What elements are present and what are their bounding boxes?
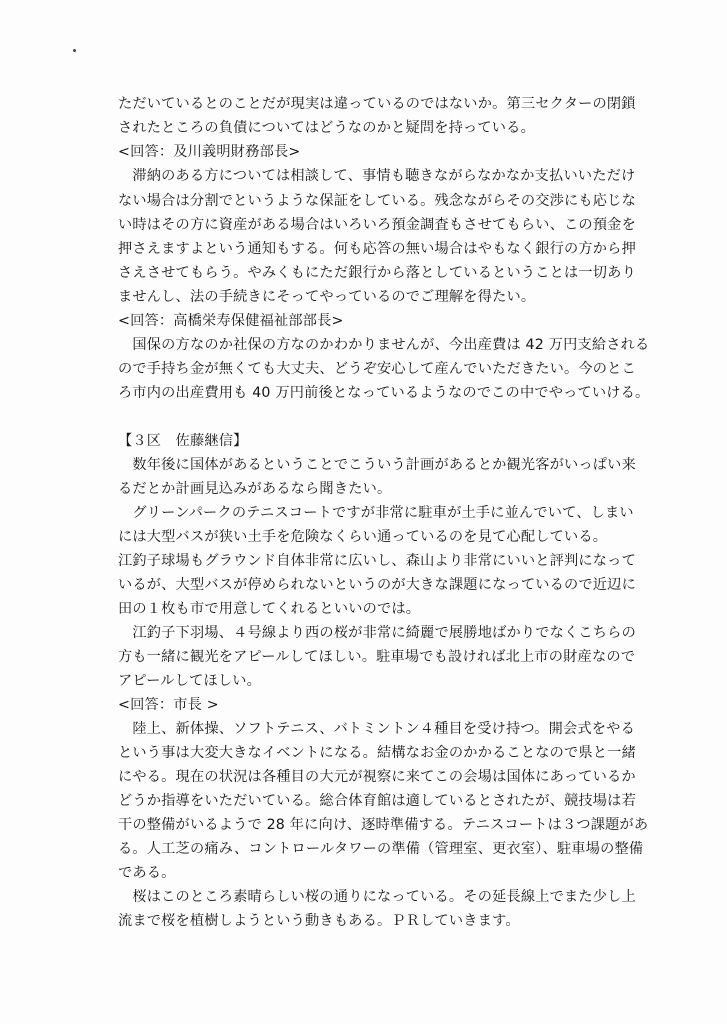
text-line: には大型バスが狭い土手を危険なくらい通っているのを見て心配している。 (118, 529, 608, 545)
text-line: 陸上、新体操、ソフトテニス、バトミントン４種目を受け持つ。開会式をやる (118, 721, 635, 737)
text-line: アピールしてほしい。 (118, 673, 262, 689)
text-line: さえさせてもらう。やみくもにただ銀行から落としているということは一切あり (118, 265, 636, 281)
text-line: 江釣子下羽場、４号線より西の桜が非常に綺麗で展勝地ばかりでなくこちらの (118, 625, 636, 641)
text-line: 江釣子球場もグラウンド自体非常に広いし、森山より非常にいいと評判になって (118, 553, 636, 569)
section-heading: 【３区 佐藤継信】 (118, 433, 248, 449)
text-line: という事は大変大きなイベントになる。結構なお金のかかることなので県と一緒 (118, 745, 636, 761)
text-line: い時はその方に資産がある場合はいろいろ預金調査もさせてもらい、この預金を (118, 217, 636, 233)
text-line: 流まで桜を植樹しようという動きもある。ＰＲしていきます。 (118, 913, 520, 929)
answer-header: <回答：高橋栄寿保健福祉部部長> (118, 313, 344, 329)
scan-speck (73, 49, 76, 52)
text-line: 田の１枚も市で用意してくれるといいのでは。 (118, 601, 421, 617)
text-line: いるが、大型バスが停められないというのが大きな課題になっているので近辺に (118, 577, 636, 593)
answer-header: <回答：及川義明財務部長> (118, 144, 301, 160)
text-line: る。人工芝の痛み、コントロールタワーの準備（管理室、更衣室）、駐車場の整備 (118, 841, 644, 857)
text-line: にやる。現在の状況は各種目の大元が視察に来てこの会場は国体にあっているか (118, 769, 636, 785)
text-line: されたところの負債についてはどうなのかと疑問を持っている。 (118, 120, 535, 136)
text-line: ない場合は分割でというような保証をしている。残念ながらその交渉にも応じな (118, 193, 636, 209)
text-line: である。 (118, 865, 176, 881)
text-line: グリーンパークのテニスコートですが非常に駐車が土手に並んでいて、しまい (118, 505, 634, 521)
answer-header: <回答：市長 > (118, 697, 219, 713)
text-line: どうか指導をいただいている。総合体育館は適しているとされたが、競技場は若 (118, 793, 636, 809)
text-line: 干の整備がいるようで 28 年に向け、逐時準備する。テニスコートは３つ課題があ (118, 817, 649, 833)
text-line: ただいているとのことだが現実は違っているのではないか。第三セクターの閉鎖 (118, 96, 636, 112)
text-line: ろ市内の出産費用も 40 万円前後となっているようなのでこの中でやっていける。 (118, 385, 650, 401)
text-line: 数年後に国体があるということでこういう計画があるとか観光客がいっぱい来 (118, 457, 636, 473)
text-line: るだとか計画見込みがあるなら聞きたい。 (118, 481, 392, 497)
text-line: 国保の方なのか社保の方なのかわかりませんが、今出産費は 42 万円支給される (118, 337, 650, 353)
text-line: 滞納のある方については相談して、事情も聴きながらなかなか支払いいただけ (118, 168, 636, 184)
text-line: ませんし、法の手続きにそってやっているのでご理解を得たい。 (118, 289, 536, 305)
text-line: 方も一緒に観光をアピールしてほしい。駐車場でも設ければ北上市の財産なので (118, 649, 636, 665)
text-line: ので手持ち金が無くても大丈夫、どうぞ安心して産んでいただきたい。今のとこ (118, 361, 636, 377)
text-line: 桜はこのところ素晴らしい桜の通りになっている。その延長線上でまた少し上 (118, 889, 636, 905)
text-line: 押さえますよという通知もする。何も応答の無い場合はやもなく銀行の方から押 (118, 241, 636, 257)
